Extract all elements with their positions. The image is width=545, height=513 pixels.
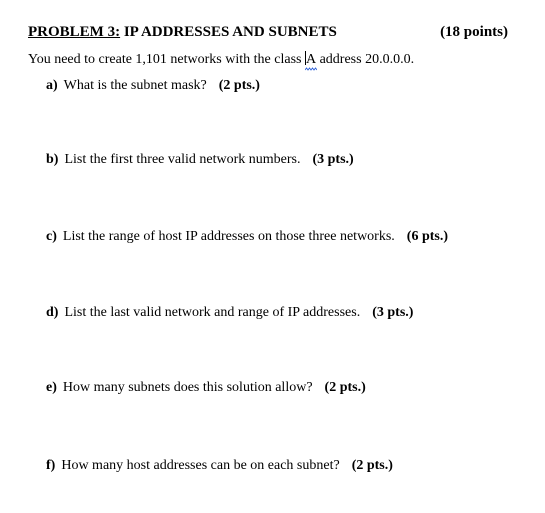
question-points: (3 pts.)	[312, 152, 354, 167]
problem-intro	[28, 51, 414, 68]
question-c	[46, 229, 448, 245]
question-letter: c)	[46, 229, 57, 244]
question-letter: e)	[46, 380, 57, 395]
question-points: (2 pts.)	[324, 380, 366, 395]
question-text: List the last valid network and range of IP addresses.	[64, 305, 361, 320]
question-text: List the range of host IP addresses on those three networks.	[62, 229, 395, 244]
question-e	[46, 380, 366, 396]
question-text: What is the subnet mask?	[63, 78, 207, 93]
question-f	[46, 458, 393, 474]
spellcheck-squiggle-icon	[305, 67, 317, 71]
question-letter: a)	[46, 78, 58, 93]
intro-text-after: address 20.0.0.0.	[316, 52, 415, 67]
question-text: How many subnets does this solution allow?	[62, 380, 313, 395]
problem-points: (18 points)	[440, 24, 508, 40]
question-letter: b)	[46, 152, 59, 167]
question-letter: f)	[46, 458, 56, 473]
class-letter: A	[305, 52, 317, 67]
question-points: (2 pts.)	[218, 78, 260, 93]
question-points: (3 pts.)	[372, 305, 414, 320]
question-a	[46, 78, 260, 94]
question-text: How many host addresses can be on each subnet?	[61, 458, 340, 473]
problem-number: PROBLEM 3:	[28, 24, 121, 40]
question-text: List the first three valid network numbers.	[64, 152, 301, 167]
question-letter: d)	[46, 305, 59, 320]
question-b	[46, 152, 354, 168]
intro-text-before: You need to create 1,101 networks with the class	[28, 52, 305, 67]
problem-header	[28, 24, 508, 44]
problem-title: IP ADDRESSES AND SUBNETS	[123, 24, 337, 40]
class-letter-wrapper[interactable]	[305, 51, 316, 68]
question-d	[46, 305, 413, 321]
question-points: (6 pts.)	[406, 229, 449, 244]
question-points: (2 pts.)	[351, 458, 393, 473]
